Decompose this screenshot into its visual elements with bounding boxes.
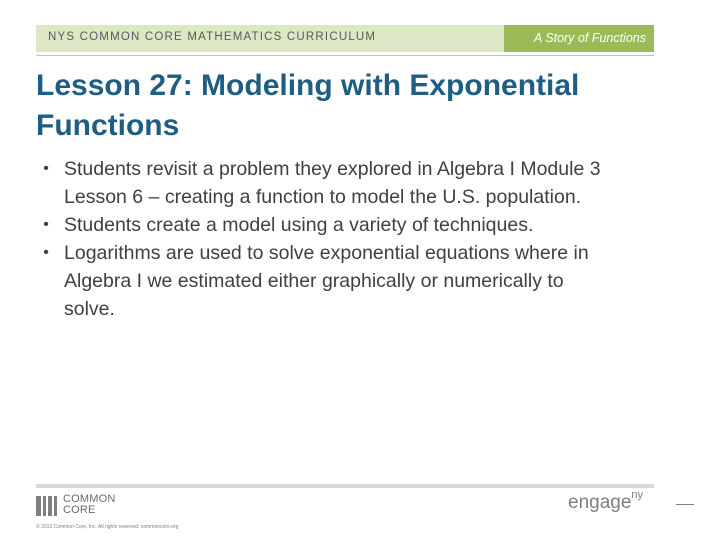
- course-label: A Story of Functions: [533, 31, 646, 45]
- common-core-logo: [36, 494, 136, 518]
- bullet-line: solve.: [64, 298, 115, 320]
- bullet-icon: •: [43, 160, 49, 177]
- header-divider: [36, 55, 654, 56]
- logo-text-line2: CORE: [63, 504, 96, 516]
- bullet-line: Algebra I we estimated either graphically or numerically to: [64, 270, 564, 292]
- bullet-item: [36, 155, 686, 211]
- bullet-item: [36, 211, 686, 239]
- title-line: Functions: [36, 109, 180, 142]
- bullet-line: Lesson 6 – creating a function to model the U.S. population.: [64, 186, 582, 208]
- page-title: [36, 66, 676, 146]
- engageny-logo: [568, 489, 644, 514]
- bullet-line: Logarithms are used to solve exponential equations where in: [64, 242, 589, 264]
- footer-divider: [36, 484, 654, 488]
- curriculum-label: NYS COMMON CORE MATHEMATICS CURRICULUM: [48, 31, 377, 43]
- bullet-list: [36, 155, 686, 323]
- bullet-line: Students revisit a problem they explored in Algebra I Module 3: [64, 158, 601, 180]
- bullet-line: Students create a model using a variety of techniques.: [64, 214, 534, 236]
- bullet-item: [36, 239, 686, 323]
- header-band: [36, 25, 654, 52]
- bullet-icon: •: [43, 244, 49, 261]
- copyright-text: © 2013 Common Core, Inc. All rights reserved. commoncore.org: [36, 524, 179, 530]
- brand-main: engage: [568, 492, 632, 513]
- footer-dash: [676, 504, 694, 505]
- bullet-icon: •: [43, 216, 49, 233]
- brand-sup: ny: [631, 489, 644, 501]
- course-label-box: [504, 25, 654, 52]
- title-line: Lesson 27: Modeling with Exponential: [36, 69, 580, 102]
- common-core-mark-icon: [36, 496, 58, 516]
- logo-text-line1: COMMON: [63, 493, 116, 505]
